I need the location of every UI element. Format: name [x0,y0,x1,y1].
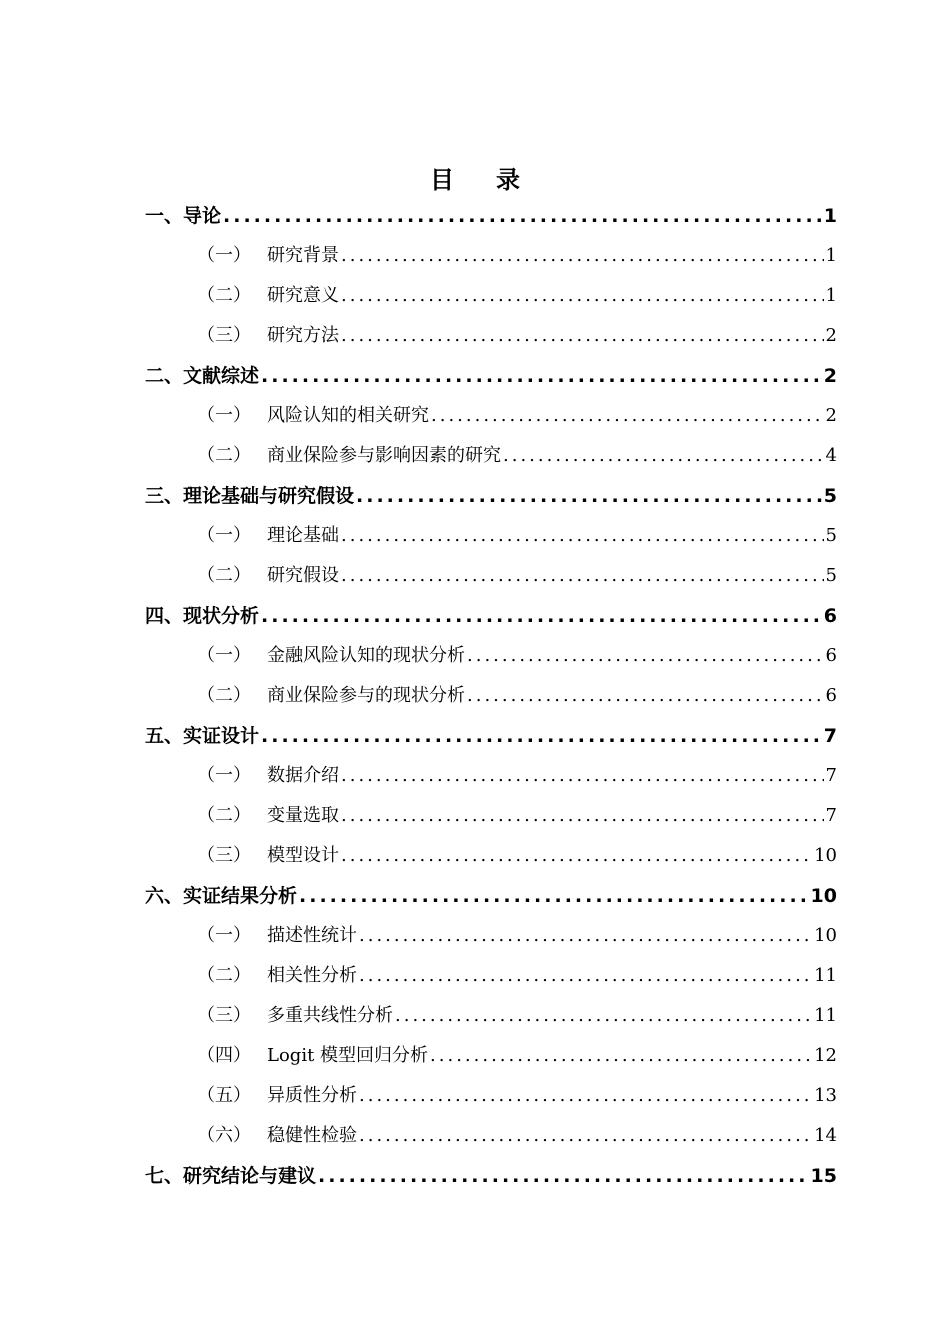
entry-number: （二） [197,685,251,706]
entry-label: 描述性统计 [267,925,357,946]
dot-leader [359,956,812,996]
entry-number: （一） [197,925,251,946]
dot-leader [341,276,824,316]
entry-page-number: 1 [823,205,837,227]
toc-subentry[interactable] [145,316,837,356]
entry-number: （二） [197,565,251,586]
entry-label: 理论基础与研究假设 [183,485,355,507]
toc-subentry[interactable] [145,556,837,596]
dot-leader [318,1156,809,1196]
dot-leader [359,1076,812,1116]
entry-number: （一） [197,645,251,666]
entry-label: 实证结果分析 [183,885,298,907]
toc-subentry[interactable] [145,756,837,796]
entry-page-number: 6 [823,605,837,627]
entry-label: 变量选取 [267,805,339,826]
entry-page-number: 12 [814,1045,837,1066]
entry-page-number: 11 [814,1005,837,1026]
entry-page-number: 11 [814,965,837,986]
entry-label: 现状分析 [183,605,260,627]
dot-leader [261,356,822,396]
dot-leader [299,876,809,916]
dot-leader [359,916,812,956]
entry-label: 风险认知的相关研究 [267,405,429,426]
entry-label: 研究结论与建议 [183,1165,317,1187]
entry-label: 研究方法 [267,325,339,346]
entry-number: （三） [197,1005,251,1026]
entry-label: 模型设计 [267,845,339,866]
entry-label: 研究意义 [267,285,339,306]
entry-page-number: 2 [825,405,837,426]
dot-leader [223,196,822,236]
entry-number: 四、 [145,605,184,627]
toc-subentry[interactable] [145,916,837,956]
dot-leader [431,396,824,436]
entry-label: 金融风险认知的现状分析 [267,645,465,666]
toc-entry[interactable] [145,596,837,636]
toc-entry[interactable] [145,1156,837,1196]
entry-number: （五） [197,1085,251,1106]
entry-number: （二） [197,445,251,466]
toc-subentry[interactable] [145,636,837,676]
dot-leader [395,996,812,1036]
entry-page-number: 7 [825,765,837,786]
entry-page-number: 7 [823,725,837,747]
entry-page-number: 13 [814,1085,837,1106]
toc-subentry[interactable] [145,396,837,436]
entry-page-number: 4 [825,445,837,466]
entry-page-number: 6 [825,685,837,706]
entry-number: （一） [197,525,251,546]
entry-page-number: 10 [814,925,837,946]
entry-label: 文献综述 [183,365,260,387]
dot-leader [341,516,824,556]
entry-label: 实证设计 [183,725,260,747]
entry-number: （一） [197,245,251,266]
entry-page-number: 2 [823,365,837,387]
toc-subentry[interactable] [145,1076,837,1116]
entry-label: 稳健性检验 [267,1125,357,1146]
entry-page-number: 1 [825,245,837,266]
dot-leader [261,716,822,756]
dot-leader [341,236,824,276]
entry-number: （六） [197,1125,251,1146]
entry-number: 三、 [145,485,184,507]
entry-label: 研究背景 [267,245,339,266]
entry-page-number: 5 [825,565,837,586]
title-char-2: 录 [496,166,520,194]
entry-label: 理论基础 [267,525,339,546]
entry-number: （二） [197,805,251,826]
entry-number: 七、 [145,1165,184,1187]
dot-leader [341,756,824,796]
entry-label: 商业保险参与影响因素的研究 [267,445,501,466]
entry-page-number: 10 [810,885,837,907]
dot-leader [430,1036,812,1076]
title-char-1: 目 [430,166,454,194]
entry-label: 数据介绍 [267,765,339,786]
entry-label: 导论 [183,205,222,227]
entry-label: 研究假设 [267,565,339,586]
entry-number: （三） [197,845,251,866]
toc-subentry[interactable] [145,236,837,276]
toc-entry[interactable] [145,356,837,396]
entry-number: （三） [197,325,251,346]
dot-leader [467,676,824,716]
entry-page-number: 7 [825,805,837,826]
entry-page-number: 5 [823,485,837,507]
toc-subentry[interactable] [145,276,837,316]
entry-label: 多重共线性分析 [267,1005,393,1026]
toc-subentry[interactable] [145,836,837,876]
toc-subentry[interactable] [145,516,837,556]
entry-label: 异质性分析 [267,1085,357,1106]
entry-number: （一） [197,405,251,426]
entry-number: （一） [197,765,251,786]
toc-entry[interactable] [145,716,837,756]
entry-page-number: 5 [825,525,837,546]
entry-number: （四） [197,1045,251,1066]
toc-subentry[interactable] [145,1036,837,1076]
toc-subentry[interactable] [145,1116,837,1156]
entry-label: 商业保险参与的现状分析 [267,685,465,706]
toc-subentry[interactable] [145,796,837,836]
entry-number: 五、 [145,725,184,747]
toc-subentry[interactable] [145,676,837,716]
dot-leader [341,556,824,596]
toc-subentry[interactable] [145,436,837,476]
toc-subentry[interactable] [145,956,837,996]
dot-leader [261,596,822,636]
dot-leader [356,476,822,516]
table-of-contents [145,196,837,1196]
entry-number: 六、 [145,885,184,907]
entry-number: （二） [197,285,251,306]
dot-leader [503,436,824,476]
toc-entry[interactable] [145,196,837,236]
entry-number: 二、 [145,365,184,387]
dot-leader [359,1116,812,1156]
dot-leader [467,636,824,676]
entry-label: Logit 模型回归分析 [267,1045,429,1066]
entry-page-number: 15 [810,1165,837,1187]
toc-entry[interactable] [145,876,837,916]
entry-page-number: 14 [814,1125,837,1146]
toc-entry[interactable] [145,476,837,516]
entry-number: 一、 [145,205,184,227]
entry-page-number: 1 [825,285,837,306]
entry-label: 相关性分析 [267,965,357,986]
entry-number: （二） [197,965,251,986]
entry-page-number: 2 [825,325,837,346]
toc-subentry[interactable] [145,996,837,1036]
page-title [0,160,950,195]
dot-leader [341,796,824,836]
entry-page-number: 6 [825,645,837,666]
entry-page-number: 10 [814,845,837,866]
dot-leader [341,836,812,876]
dot-leader [341,316,824,356]
